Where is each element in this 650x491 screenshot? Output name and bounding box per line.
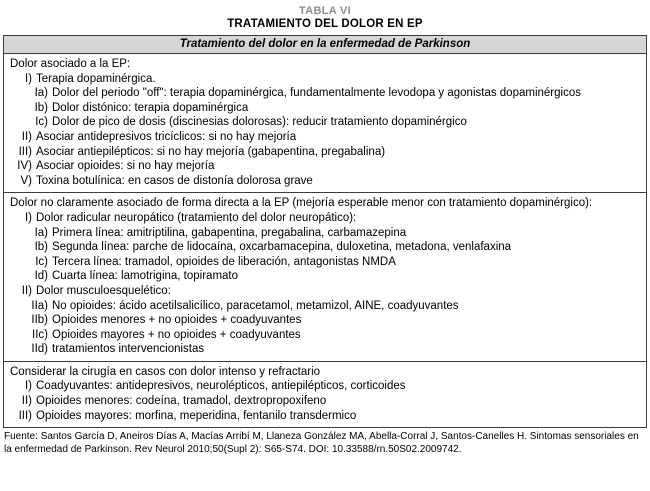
table-line xyxy=(8,284,642,299)
line-numeral: Ia) xyxy=(34,87,48,100)
line-text: Dolor distónico: terapia dopaminérgica xyxy=(52,101,249,114)
line-text: Primera línea: amitriptilina, gabapentina, pregabalina, carbamazepina xyxy=(52,226,407,239)
line-text: Dolor asociado a la EP: xyxy=(10,58,131,70)
table-line xyxy=(8,174,642,189)
table-header: Tratamiento del dolor en la enfermedad de Parkinson xyxy=(4,36,646,54)
table-line xyxy=(8,86,642,101)
table-line xyxy=(8,342,642,357)
line-numeral: Ia) xyxy=(34,226,48,239)
line-text: Toxina botulínica: en casos de distonía dolorosa grave xyxy=(36,174,313,187)
table-title: TRATAMIENTO DEL DOLOR EN EP xyxy=(227,18,423,30)
table-line xyxy=(8,255,642,270)
line-text: Coadyuvantes: antidepresivos, neurolépticos, antiepilépticos, corticoides xyxy=(36,380,406,393)
line-numeral: Ib) xyxy=(34,241,48,254)
table-label: TABLA VI xyxy=(299,5,351,17)
line-numeral: III) xyxy=(18,145,32,158)
line-text: Dolor del periodo "off": terapia dopaminérgica, fundamentalmente levodopa y agonistas dopaminérgicos xyxy=(52,87,581,100)
line-numeral: I) xyxy=(24,211,32,224)
table-line xyxy=(8,328,642,343)
table-line xyxy=(8,394,642,409)
line-text: Asociar opioides: si no hay mejoría xyxy=(36,160,215,173)
line-text: Dolor radicular neuropático (tratamiento del dolor neuropático): xyxy=(36,211,357,224)
line-text: Considerar la cirugía en casos con dolor intenso y refractario xyxy=(10,365,321,378)
table-line xyxy=(8,101,642,116)
table-line xyxy=(8,145,642,160)
table-line xyxy=(8,57,642,72)
line-text: No opioides: ácido acetilsalicílico, paracetamol, metamizol, AINE, coadyuvantes xyxy=(52,299,459,312)
line-text: Opioides mayores + no opioides + coadyuvantes xyxy=(52,328,301,341)
line-text: Tercera línea: tramadol, opioides de liberación, antagonistas NMDA xyxy=(52,255,396,268)
table-line xyxy=(8,240,642,255)
table-line xyxy=(8,115,642,130)
line-text: Dolor de pico de dosis (discinesias dolorosas): reducir tratamiento dopaminérgico xyxy=(52,116,467,129)
line-numeral: III) xyxy=(18,409,32,422)
line-numeral: IIa) xyxy=(31,299,48,312)
table-line xyxy=(8,313,642,328)
pain-treatment-table xyxy=(3,35,647,428)
line-numeral: V) xyxy=(20,174,32,187)
line-numeral: IV) xyxy=(17,160,32,173)
line-numeral: Ic) xyxy=(35,116,48,129)
line-numeral: I) xyxy=(24,380,32,393)
table-body xyxy=(4,54,646,427)
table-line xyxy=(8,409,642,424)
table-line xyxy=(8,379,642,394)
line-numeral: IId) xyxy=(31,343,48,356)
line-numeral: IIc) xyxy=(32,328,48,341)
line-numeral: II) xyxy=(21,395,32,408)
table-line xyxy=(8,159,642,174)
line-numeral: Id) xyxy=(34,270,48,283)
line-text: Opioides menores: codeína, tramadol, dextropropoxifeno xyxy=(36,395,327,408)
table-line xyxy=(8,130,642,145)
line-numeral: II) xyxy=(21,284,32,297)
table-line xyxy=(8,72,642,87)
line-text: Opioides menores + no opioides + coadyuvantes xyxy=(52,314,302,327)
table-line xyxy=(8,299,642,314)
line-numeral: I) xyxy=(24,72,32,85)
table-section xyxy=(4,361,646,427)
line-text: Terapia dopaminérgica. xyxy=(36,72,156,85)
line-numeral: II) xyxy=(21,130,32,143)
table-line xyxy=(8,196,642,211)
line-text: tratamientos intervencionistas xyxy=(52,343,205,356)
line-numeral: IIb) xyxy=(31,314,48,327)
table-line xyxy=(8,269,642,284)
line-numeral: Ic) xyxy=(35,255,48,268)
table-section xyxy=(4,54,646,192)
line-text: Asociar antiepilépticos: si no hay mejoría (gabapentina, pregabalina) xyxy=(36,145,386,158)
table-line xyxy=(8,226,642,241)
source-citation: Fuente: Santos García D, Aneiros Días A, Macías Arribí M, Llaneza González MA, Abella-Corral J, Santos-Canelles H. Sintomas sensoriales en la enfermedad de Parkinson. Rev Neurol 2010;50(Supl 2): S65-S74. DOI: 10.33588/rn.50S02.2009742. xyxy=(4,431,639,455)
line-text: Asociar antidepresivos tricíclicos: si no hay mejoría xyxy=(36,130,297,143)
line-text: Opioides mayores: morfina, meperidina, fentanilo transdermico xyxy=(36,409,357,422)
table-line xyxy=(8,365,642,380)
line-text: Cuarta línea: lamotrigina, topiramato xyxy=(52,270,239,283)
line-text: Segunda línea: parche de lidocaína, oxcarbamacepina, duloxetina, metadona, venlafaxina xyxy=(52,241,512,254)
line-text: Dolor no claramente asociado de forma directa a la EP (mejoría esperable menor con tratamiento dopaminérgico): xyxy=(10,197,593,210)
table-section xyxy=(4,192,646,361)
table-line xyxy=(8,211,642,226)
line-text: Dolor musculoesquelético: xyxy=(36,284,171,297)
line-numeral: Ib) xyxy=(34,101,48,114)
